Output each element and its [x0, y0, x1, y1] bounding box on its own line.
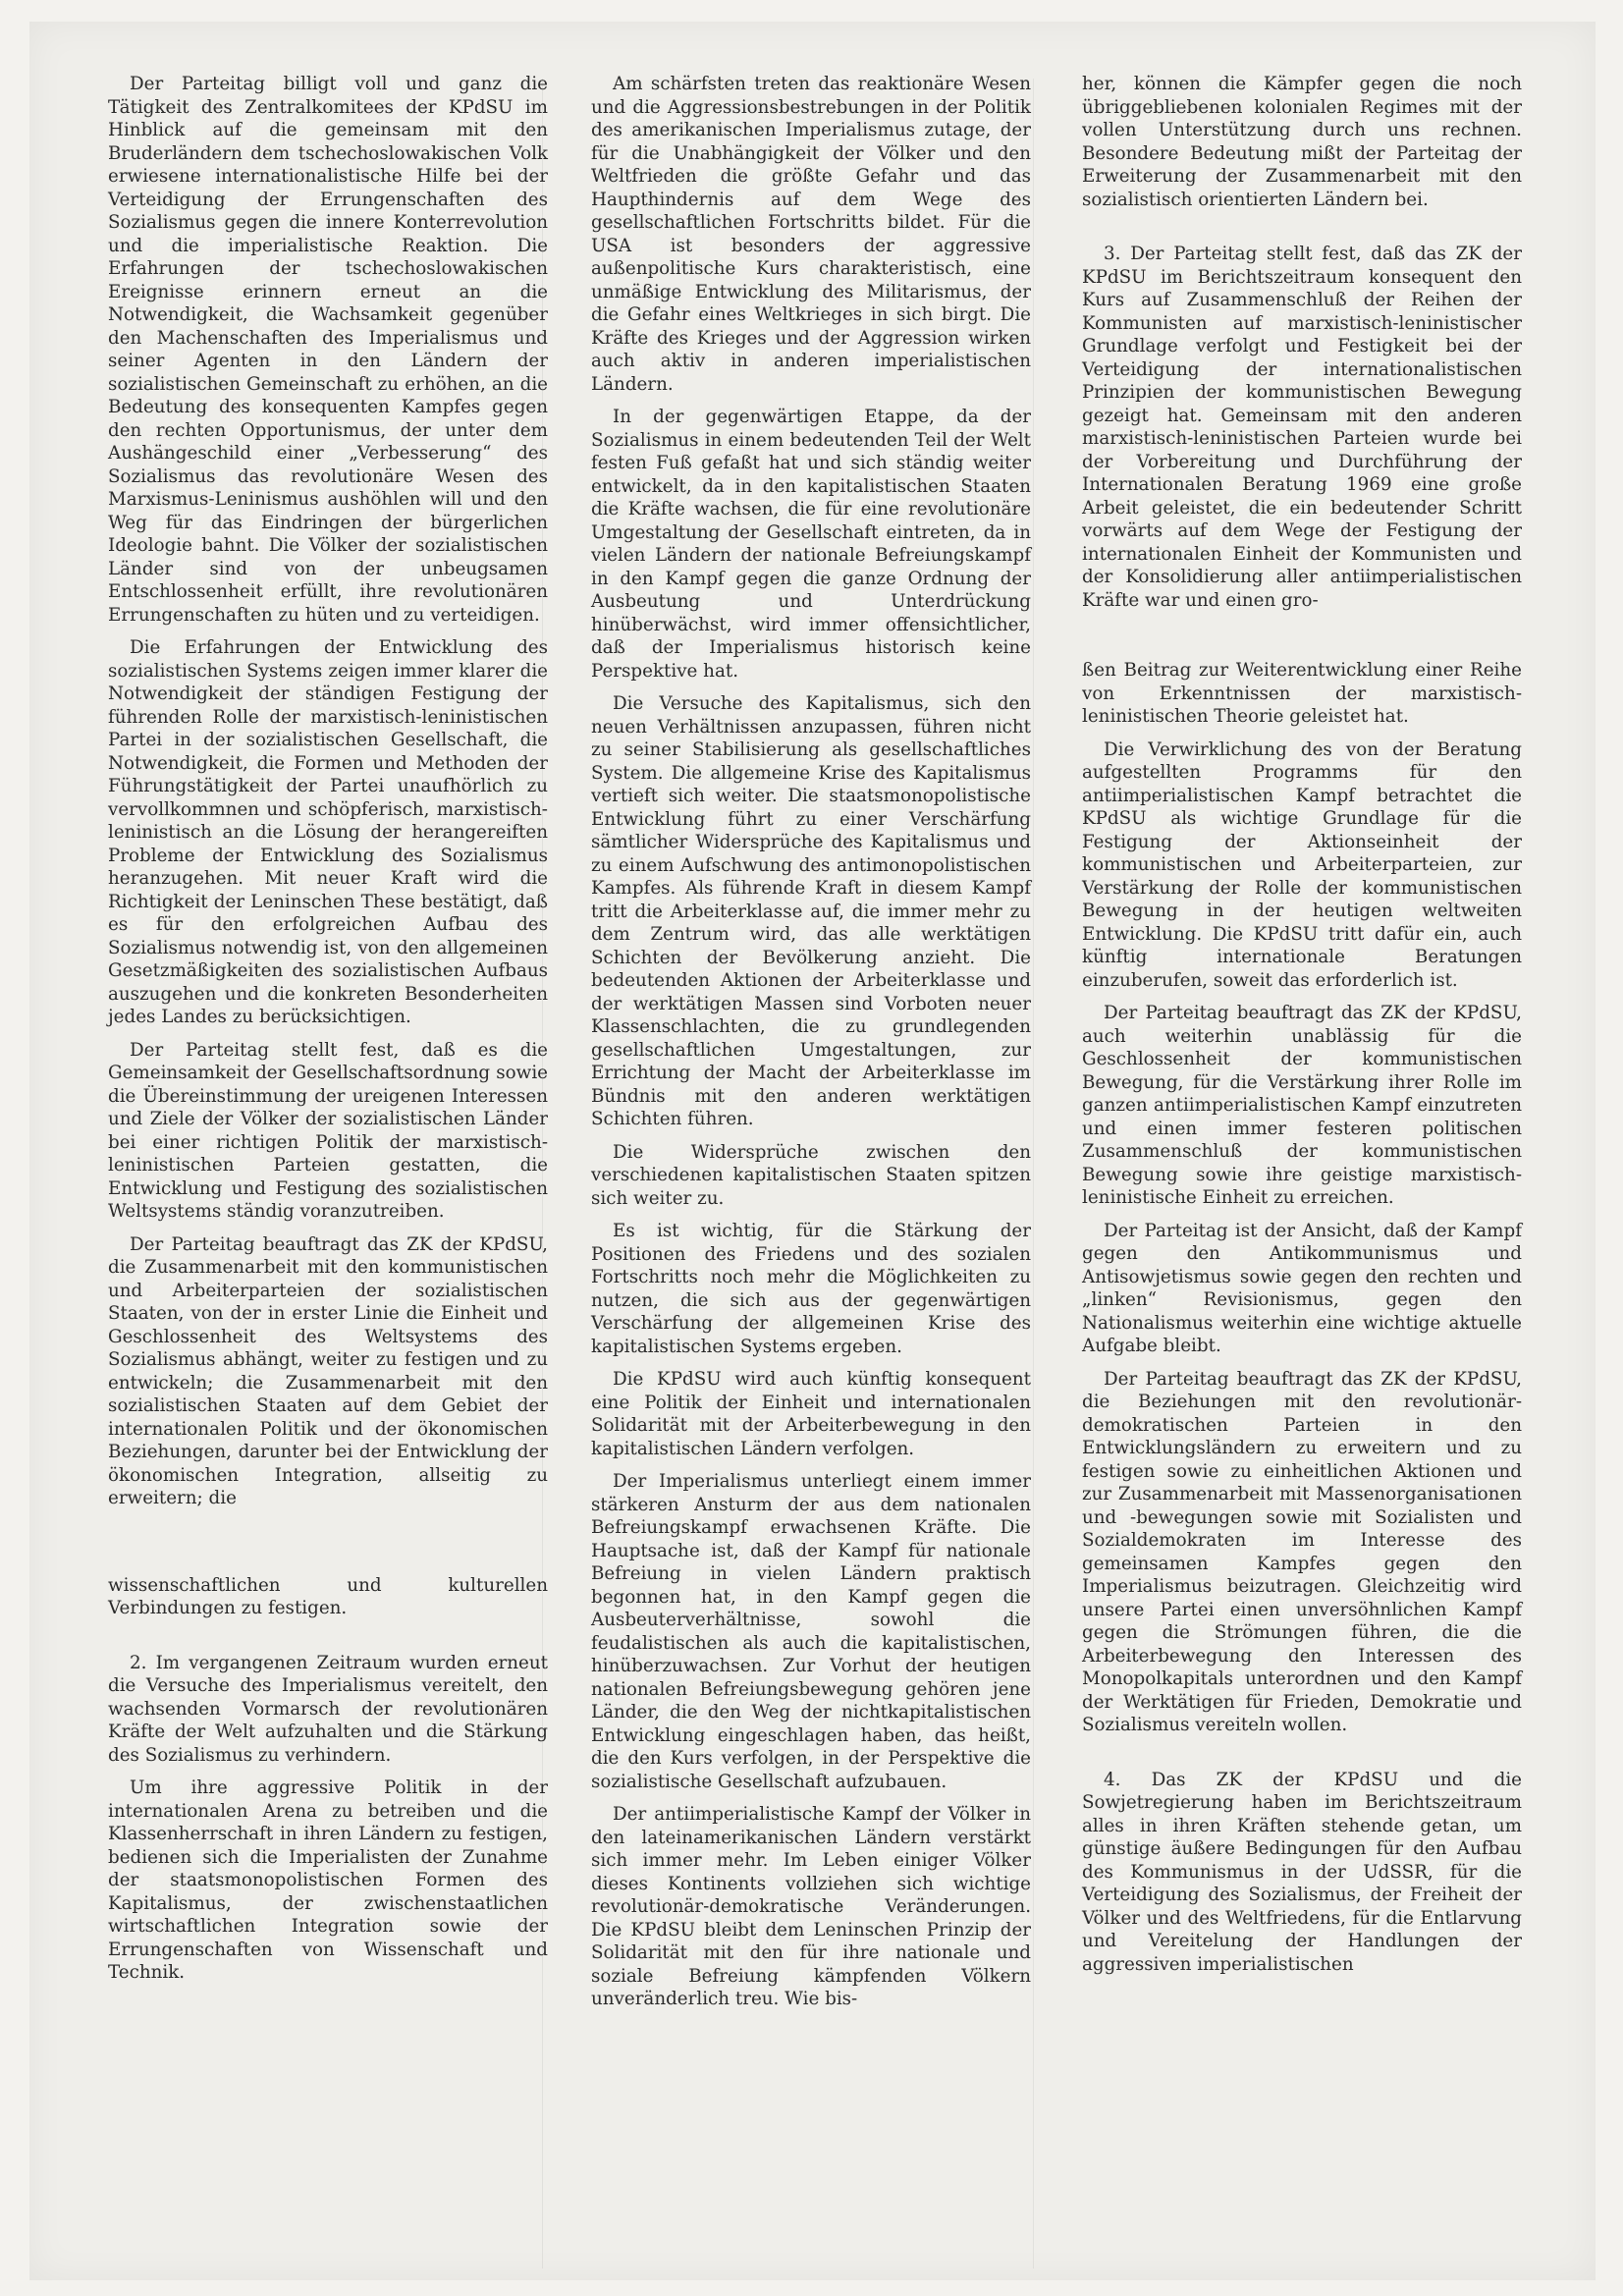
paragraph: Die Widersprüche zwischen den verschiedenen kapitalistischen Staaten spitzen sich weiter zu. [591, 1141, 1031, 1209]
section-paragraph: 2. Im vergangenen Zeitraum wurden erneut die Versuche des Imperialismus vereitelt, den wachsenden Vormarsch der revolutionären Kräfte der Welt aufzuhalten und die Stärkung des Sozialismus zu verhindern. [108, 1652, 548, 1766]
paragraph: Es ist wichtig, für die Stärkung der Positionen des Friedens und des sozialen Fortschritts noch mehr die Möglichkeiten zu nutzen, die sich aus der gegenwärtigen Verschärfung der allgemeinen Krise des kapitalistischen Systems ergeben. [591, 1221, 1031, 1357]
document-page [29, 22, 1596, 2280]
paragraph: Die KPdSU wird auch künftig konsequent eine Politik der Einheit und internationalen Solidarität mit der Arbeiterbewegung in den kapitalistischen Ländern verfolgen. [591, 1369, 1031, 1459]
paragraph: Der Parteitag stellt fest, daß es die Gemeinsamkeit der Gesellschaftsordnung sowie die Übereinstimmung der ureigenen Interessen und Ziele der Völker der sozialistischen Länder bei einer richtigen Politik der marxistisch-leninistischen Parteien gestatten, die Entwicklung und Festigung des sozialistischen Weltsystems ständig voranzutreiben. [108, 1039, 548, 1222]
text-column-1 [108, 73, 548, 1995]
paragraph: Der Parteitag billigt voll und ganz die Tätigkeit des Zentralkomitees der KPdSU im Hinblick auf die gemeinsam mit den Bruderländern dem tschechoslowakischen Volk erwiesene internationalistische Hilfe bei der Verteidigung der Errungenschaften des Sozialismus gegen die innere Konterrevolution und die imperialistische Reaktion. Die Erfahrungen der tschechoslowakischen Ereignisse erinnern erneut an die Notwendigkeit, die Wachsamkeit gegenüber den Machenschaften des Imperialismus und seiner Agenten in den Ländern der sozialistischen Gemeinschaft zu erhöhen, an die Bedeutung des konsequenten Kampfes gegen den rechten Opportunismus, der unter dem Aushängeschild einer „Verbesserung“ des Sozialismus das revolutionäre Wesen des Marxismus-Leninismus aushöhlen will und den Weg für das Eindringen der bürgerlichen Ideologie bahnt. Die Völker der sozialistischen Länder sind von der unbeugsamen Entschlossenheit erfüllt, ihre revolutionären Errungenschaften zu hüten und zu verteidigen. [108, 74, 548, 626]
column-gutter [1033, 79, 1034, 2269]
paragraph: ßen Beitrag zur Weiterentwicklung einer Reihe von Erkenntnissen der marxistisch-leninistischen Theorie geleistet hat. [1082, 660, 1522, 727]
paragraph: Am schärfsten treten das reaktionäre Wesen und die Aggressionsbestrebungen in der Politik des amerikanischen Imperialismus zutage, der für die Unabhängigkeit der Völker und den Weltfrieden die größte Gefahr und das Haupthindernis auf dem Wege des gesellschaftlichen Fortschritts bildet. Für die USA ist besonders der aggressive außenpolitische Kurs charakteristisch, eine unmäßige Entwicklung des Militarismus, der die Gefahr eines Weltkrieges in sich birgt. Die Kräfte des Krieges und der Aggression wirken auch aktiv in anderen imperialistischen Ländern. [591, 74, 1031, 395]
paragraph: Um ihre aggressive Politik in der internationalen Arena zu betreiben und die Klassenherrschaft in ihren Ländern zu festigen, bedienen sich die Imperialisten der Zunahme der staatsmonopolistischen Formen des Kapitalismus, der zwischenstaatlichen wirtschaftlichen Integration sowie der Errungenschaften von Wissenschaft und Technik. [108, 1777, 548, 1983]
paragraph: wissenschaftlichen und kulturellen Verbindungen zu festigen. [108, 1574, 548, 1618]
section-paragraph: 3. Der Parteitag stellt fest, daß das ZK der KPdSU im Berichtszeitraum konsequent den Kurs auf Zusammenschluß der Reihen der Kommunisten auf marxistisch-leninistischer Grundlage verfolgt und Festigkeit bei der Verteidigung der internationalistischen Prinzipien der kommunistischen Bewegung gezeigt hat. Gemeinsam mit den anderen marxistisch-leninistischen Parteien wurde bei der Vorbereitung und Durchführung der Internationalen Beratung 1969 eine große Arbeit geleistet, die ein bedeutender Schritt vorwärts auf dem Wege der Festigung der internationalen Einheit der Kommunisten und der Konsolidierung aller antiimperialistischen Kräfte war und einen gro- [1082, 244, 1522, 611]
section-paragraph: 4. Das ZK der KPdSU und die Sowjetregierung haben im Berichtszeitraum alles in ihren Kräften stehende getan, um günstige äußere Bedingungen für den Aufbau des Kommunismus in der UdSSR, für die Verteidigung des Sozialismus, der Freiheit der Völker und des Weltfriedens, für die Entlarvung und Vereitelung der Handlungen der aggressiven imperialistischen [1082, 1769, 1522, 1975]
paragraph: Die Versuche des Kapitalismus, sich den neuen Verhältnissen anzupassen, führen nicht zu seiner Stabilisierung als gesellschaftliches System. Die allgemeine Krise des Kapitalismus vertieft sich weiter. Die staatsmonopolistische Entwicklung führt zu einer Verschärfung sämtlicher Widersprüche des Kapitalismus und zu einem Aufschwung des antimonopolistischen Kampfes. Als führende Kraft in diesem Kampf tritt die Arbeiterklasse auf, die immer mehr zu dem Zentrum wird, das alle werktätigen Schichten der Bevölkerung anzieht. Die bedeutenden Aktionen der Arbeiterklasse und der werktätigen Massen sind Vorboten neuer Klassenschlachten, die zu grundlegenden gesellschaftlichen Umgestaltungen, zur Errichtung der Macht der Arbeiterklasse im Bündnis mit den anderen werktätigen Schichten führen. [591, 693, 1031, 1129]
paragraph: Die Verwirklichung des von der Beratung aufgestellten Programms für den antiimperialistischen Kampf betrachtet die KPdSU als wichtige Grundlage für die Festigung der Aktionseinheit der kommunistischen und Arbeiterparteien, zur Verstärkung der Rolle der kommunistischen Bewegung in der heutigen weltweiten Entwicklung. Die KPdSU tritt dafür ein, auch künftig internationale Beratungen einzuberufen, soweit das erforderlich ist. [1082, 738, 1522, 991]
paragraph: In der gegenwärtigen Etappe, da der Sozialismus in einem bedeutenden Teil der Welt festen Fuß gefaßt hat und sich ständig weiter entwickelt, da in den kapitalistischen Staaten die Kräfte wachsen, die für eine revolutionäre Umgestaltung der Gesellschaft eintreten, da in vielen Ländern der nationale Befreiungskampf in den Kampf gegen die ganze Ordnung der Ausbeutung und Unterdrückung hinüberwächst, wird immer offensichtlicher, daß der Imperialismus historisch keine Perspektive hat. [591, 407, 1031, 682]
paragraph: Der Parteitag ist der Ansicht, daß der Kampf gegen den Antikommunismus und Antisowjetismus sowie gegen den rechten und „linken“ Revisionismus, gegen den Nationalismus weiterhin eine wichtige aktuelle Aufgabe bleibt. [1082, 1220, 1522, 1356]
paragraph: Die Erfahrungen der Entwicklung des sozialistischen Systems zeigen immer klarer die Notwendigkeit der ständigen Festigung der führenden Rolle der marxistisch-leninistischen Partei in der sozialistischen Gesellschaft, die Notwendigkeit, die Formen und Methoden der Führungstätigkeit der Partei unaufhörlich zu vervollkommnen und schöpferisch, marxistisch-leninistisch an die Lösung der herangereiften Probleme der Entwicklung des Sozialismus heranzugehen. Mit neuer Kraft wird die Richtigkeit der Leninschen These bestätigt, daß es für den erfolgreichen Aufbau des Sozialismus notwendig ist, von den allgemeinen Gesetzmäßigkeiten des sozialistischen Aufbaus auszugehen und die konkreten Besonderheiten jedes Landes zu berücksichtigen. [108, 637, 548, 1027]
paragraph: Der antiimperialistische Kampf der Völker in den lateinamerikanischen Ländern verstärkt sich immer mehr. Im Leben einiger Völker dieses Kontinents vollziehen sich wichtige revolutionär-demokratische Veränderungen. Die KPdSU bleibt dem Leninschen Prinzip der Solidarität mit den für ihre nationale und soziale Befreiung kämpfenden Völkern unveränderlich treu. Wie bis- [591, 1804, 1031, 2009]
text-column-3 [1082, 73, 1522, 1986]
paragraph: her, können die Kämpfer gegen die noch übriggebliebenen kolonialen Regimes mit der vollen Unterstützung durch uns rechnen. Besondere Bedeutung mißt der Parteitag der Erweiterung der Zusammenarbeit mit den sozialistisch orientierten Ländern bei. [1082, 74, 1522, 210]
paragraph: Der Imperialismus unterliegt einem immer stärkeren Ansturm der aus dem nationalen Befreiungskampf erwachsenen Kräfte. Die Hauptsache ist, daß der Kampf für nationale Befreiung in vielen Ländern praktisch begonnen hat, in den Kampf gegen die Ausbeuterverhältnisse, sowohl die feudalistischen als auch die kapitalistischen, hinüberzuwachsen. Zur Vorhut der heutigen nationalen Befreiungsbewegung gehören jene Länder, die den Weg der nichtkapitalistischen Entwicklung eingeschlagen haben, das heißt, die den Kurs verfolgen, in der Perspektive die sozialistische Gesellschaft aufzubauen. [591, 1471, 1031, 1792]
text-column-2 [591, 73, 1031, 2021]
paragraph: Der Parteitag beauftragt das ZK der KPdSU, die Zusammenarbeit mit den kommunistischen und Arbeiterparteien der sozialistischen Staaten, von der in erster Linie die Einheit und Geschlossenheit des Weltsystems des Sozialismus abhängt, weiter zu festigen und zu entwickeln; die Zusammenarbeit mit den sozialistischen Staaten auf dem Gebiet der internationalen Politik und der ökonomischen Beziehungen, darunter bei der Entwicklung der ökonomischen Integration, allseitig zu erweitern; die [108, 1233, 548, 1508]
paragraph: Der Parteitag beauftragt das ZK der KPdSU, auch weiterhin unablässig für die Geschlossenheit der kommunistischen Bewegung, für die Verstärkung ihrer Rolle im ganzen antiimperialistischen Kampf einzutreten und einen immer festeren politischen Zusammenschluß der kommunistischen Bewegung sowie ihre geistige marxistisch-leninistische Einheit zu erreichen. [1082, 1003, 1522, 1208]
paragraph: Der Parteitag beauftragt das ZK der KPdSU, die Beziehungen mit den revolutionär-demokratischen Parteien in den Entwicklungsländern zu erweitern und zu festigen sowie zu einheitlichen Aktionen und zur Zusammenarbeit mit Massenorganisationen und -bewegungen sowie mit Sozialisten und Sozialdemokraten im Interesse des gemeinsamen Kampfes gegen den Imperialismus beizutragen. Gleichzeitig wird unsere Partei einen unversöhnlichen Kampf gegen die Strömungen führen, die die Arbeiterbewegung den Interessen des Monopolkapitals unterordnen und den Kampf der Werktätigen für Frieden, Demokratie und Sozialismus vereiteln wollen. [1082, 1368, 1522, 1735]
